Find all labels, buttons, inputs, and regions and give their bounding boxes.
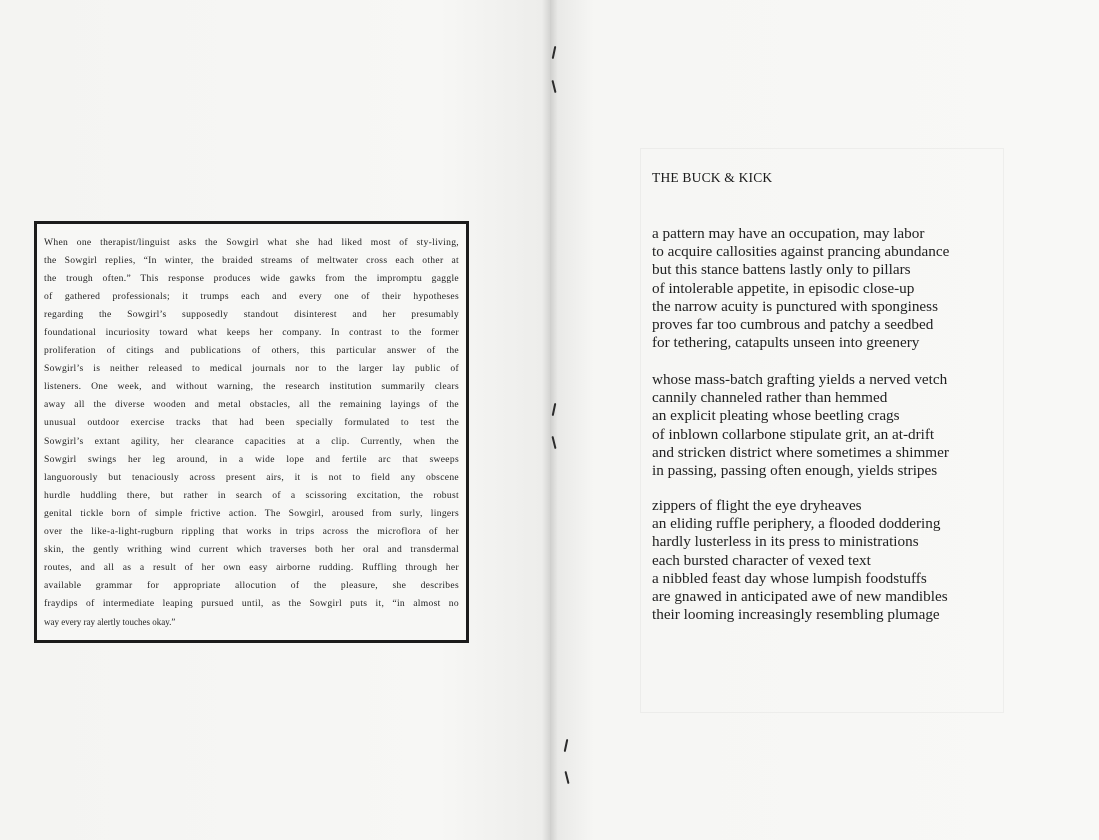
prose-line: away all the diverse wooden and metal obstacles, all the remaining layings of the [44,399,459,411]
prose-paragraph [44,234,459,631]
prose-line: Sowgirl swings her leg around, in a wide lope and fertile arc that sweeps [44,453,459,465]
prose-line: languorously but tenaciously across present airs, it is not to field any obscene [44,471,459,483]
book-spine [542,0,558,840]
poem-stanza [652,371,949,480]
poem-line: an explicit pleating whose beetling crags [652,407,900,425]
prose-line: fraydips of intermediate leaping pursued until, as the Sowgirl puts it, “in almost no [44,597,459,609]
prose-line: available grammar for appropriate allocution of the pleasure, she describes [44,579,459,591]
prose-line: routes, and all as a result of her own easy airborne rudding. Ruffling through her [44,561,459,573]
poem-line: cannily channeled rather than hemmed [652,389,888,407]
poem-line: hardly lusterless in its press to ministrations [652,533,919,551]
prose-line: unusual outdoor exercise tracks that had been specially formulated to test the [44,417,459,429]
poem-line: but this stance battens lastly only to pillars [652,261,911,279]
prose-line: skin, the gently writhing wind current which traverses both her oral and transdermal [44,543,459,555]
prose-line: proliferation of citings and publications of others, this particular answer of the [44,345,459,357]
prose-line: over the like-a-light-rugburn rippling that works in trips across the microflora of her [44,525,459,537]
prose-line: Sowgirl’s is neither released to medical journals nor to the larger lay public of [44,363,459,375]
poem-line: of intolerable appetite, in episodic close-up [652,279,915,297]
prose-line: listeners. One week, and without warning, the research institution summarily clears [44,381,459,393]
prose-text-box [34,221,469,643]
poem-line: zippers of flight the eye dryheaves [652,497,862,514]
poem-stanza [652,225,949,352]
poem-line: their looming increasingly resembling plumage [652,606,940,624]
prose-line: When one therapist/linguist asks the Sowgirl what she had liked most of sty-living, [44,237,459,248]
poem-line: whose mass-batch grafting yields a nerved vetch [652,371,948,388]
prose-line: the Sowgirl replies, “In winter, the braided streams of meltwater cross each other at [44,255,459,267]
prose-line: foundational incuriosity toward what keeps her company. In contrast to the former [44,327,459,339]
poem-line: for tethering, catapults unseen into greenery [652,334,920,352]
poem-stanza [652,497,948,624]
poem-line: are gnawed in anticipated awe of new mandibles [652,588,948,606]
poem-line: proves far too cumbrous and patchy a seedbed [652,316,934,334]
poem-line: the narrow acuity is punctured with sponginess [652,297,938,315]
poem-line: an eliding ruffle periphery, a flooded doddering [652,515,941,533]
poem-title: THE BUCK & KICK [652,170,773,185]
poem-line: each bursted character of vexed text [652,551,871,569]
prose-line: of gathered professionals; it trumps each and every one of their hypotheses [44,291,459,303]
prose-line: way every ray alertly touches okay.” [44,616,176,627]
prose-line: Sowgirl’s extant agility, her clearance capacities at a clip. Currently, when the [44,435,459,447]
prose-line: the trough often.” This response produces wide gawks from the impromptu gaggle [44,273,459,285]
poem-line: to acquire callosities against prancing abundance [652,243,950,261]
poem-line: and stricken district where sometimes a shimmer [652,443,949,461]
poem-line: in passing, passing often enough, yields stripes [652,462,938,480]
poem-line: a pattern may have an occupation, may labor [652,225,925,242]
poem-line: a nibbled feast day whose lumpish foodstuffs [652,569,927,587]
prose-line: hurdle huddling there, but rather in search of a scissoring excitation, the robust [44,489,459,501]
prose-line: regarding the Sowgirl’s supposedly standout disinterest and her presumably [44,309,459,321]
poem-line: of inblown collarbone stipulate grit, an at-drift [652,425,935,443]
prose-line: genital tickle born of simple frictive action. The Sowgirl, aroused from surly, lingers [44,507,459,519]
